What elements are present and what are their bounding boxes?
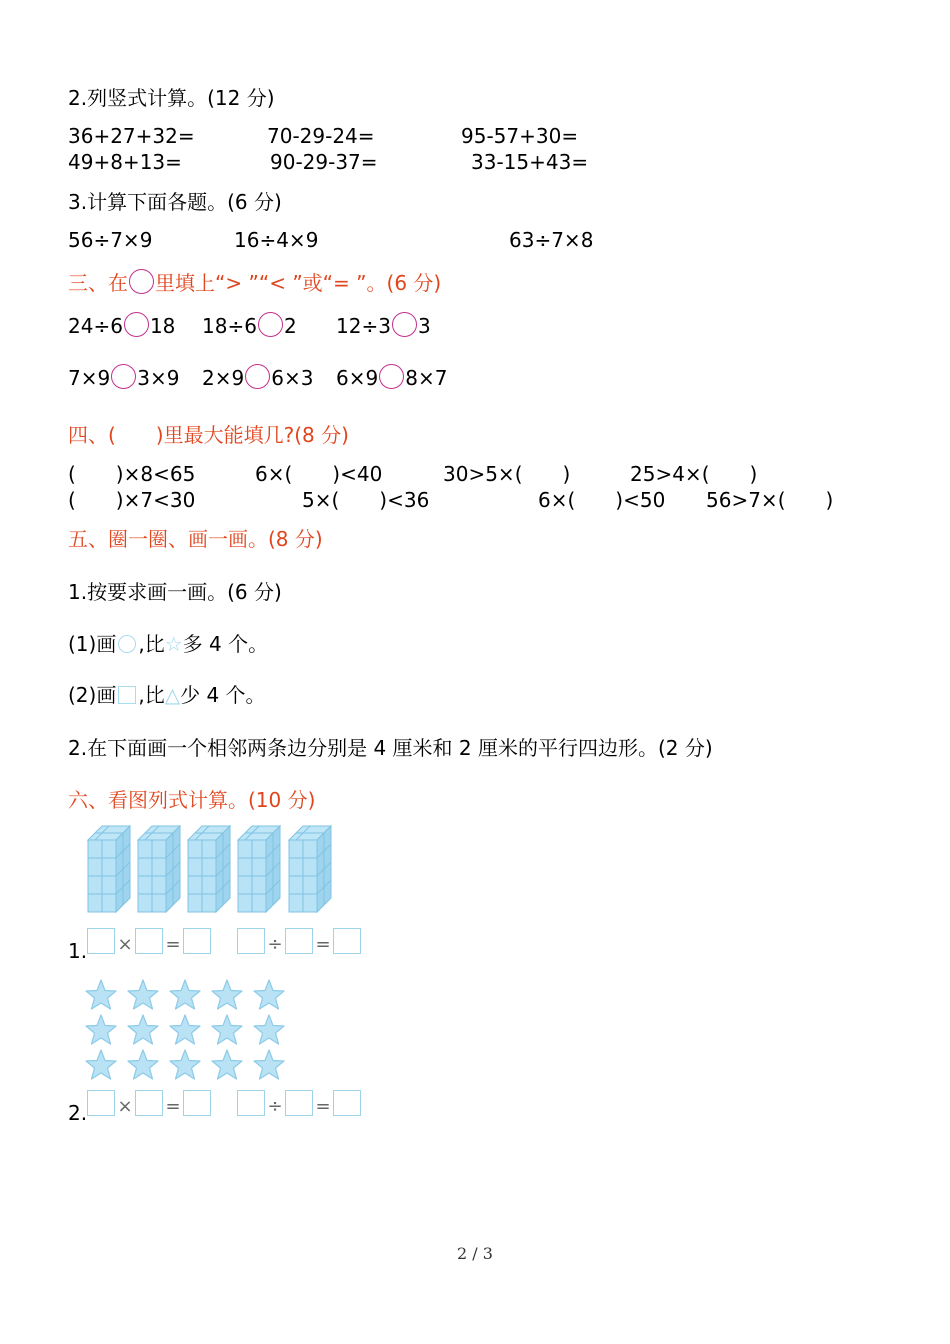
answer-box[interactable]: [87, 928, 115, 954]
answer-box[interactable]: [183, 1090, 211, 1116]
answer-box[interactable]: [135, 1090, 163, 1116]
section3-heading-pre: 三、在: [68, 271, 128, 295]
star-icon: [128, 980, 158, 1009]
q2-expr: 95-57+30=: [461, 124, 579, 148]
section3-heading-post: 里填上“> ”“< ”或“= ”。(6 分): [155, 271, 442, 295]
q2-expr: 33-15+43=: [471, 150, 589, 174]
q1b-post: 少 4 个。: [180, 683, 266, 707]
compare-left: 6×9: [336, 366, 379, 390]
answer-box[interactable]: [183, 928, 211, 954]
divide-sign: ÷: [267, 934, 283, 955]
compare-right: 6×3: [271, 366, 314, 390]
page-number: 2 / 3: [457, 1244, 493, 1263]
fill-item: ( )×7<30: [68, 488, 196, 512]
answer-box[interactable]: [333, 1090, 361, 1116]
equals-sign: =: [315, 934, 331, 955]
answer-box[interactable]: [135, 928, 163, 954]
section6-p2-equations: [68, 1090, 361, 1125]
star-icon: [170, 1050, 200, 1079]
star-icon: [128, 1050, 158, 1079]
triangle-icon: △: [164, 683, 181, 707]
star-icon: [254, 980, 284, 1009]
star-icon: [128, 1015, 158, 1044]
compare-left: 2×9: [202, 366, 245, 390]
stars-picture: [84, 978, 294, 1082]
times-sign: ×: [117, 1096, 133, 1117]
cube-block: [138, 826, 180, 912]
star-icon: [212, 1050, 242, 1079]
cube-blocks-picture: [84, 822, 344, 916]
q2-expr: 90-29-37=: [270, 150, 378, 174]
cube-block: [238, 826, 280, 912]
fill-item: 6×( )<50: [538, 488, 666, 512]
compare-item: [202, 364, 313, 390]
compare-left: 18÷6: [202, 314, 257, 338]
section3-heading: [68, 269, 441, 295]
compare-right: 3×9: [137, 366, 180, 390]
q2-expr: 49+8+13=: [68, 150, 182, 174]
cube-block: [88, 826, 130, 912]
fill-item: 30>5×( ): [443, 462, 571, 486]
q3-expr: 63÷7×8: [509, 228, 594, 252]
compare-left: 7×9: [68, 366, 111, 390]
compare-item: [336, 312, 431, 338]
answer-circle[interactable]: [258, 312, 283, 337]
circle-icon: [118, 635, 136, 653]
compare-item: [336, 364, 447, 390]
star-icon: [170, 980, 200, 1009]
star-icon: [212, 980, 242, 1009]
p1-label: 1.: [68, 939, 88, 963]
answer-box[interactable]: [333, 928, 361, 954]
compare-left: 12÷3: [336, 314, 391, 338]
square-icon: [118, 686, 136, 704]
answer-circle[interactable]: [124, 312, 149, 337]
star-icon: [170, 1015, 200, 1044]
answer-box[interactable]: [237, 1090, 265, 1116]
star-icon: [86, 1050, 116, 1079]
q3-heading: 3.计算下面各题。(6 分): [68, 190, 282, 214]
compare-right: 2: [283, 314, 297, 338]
compare-item: [68, 312, 175, 338]
compare-right: 3: [417, 314, 431, 338]
section6-heading: 六、看图列式计算。(10 分): [68, 788, 316, 812]
section5-q1a: [68, 632, 268, 656]
q1a-post: 多 4 个。: [182, 632, 269, 656]
answer-circle[interactable]: [392, 312, 417, 337]
circle-icon: [129, 269, 154, 294]
star-icon: [212, 1015, 242, 1044]
q1b-mid: ,比: [138, 683, 165, 707]
star-icon: [86, 1015, 116, 1044]
answer-box[interactable]: [285, 1090, 313, 1116]
equals-sign: =: [315, 1096, 331, 1117]
answer-circle[interactable]: [111, 364, 136, 389]
section6-p1-equations: [68, 928, 361, 963]
compare-right: 8×7: [405, 366, 448, 390]
fill-item: 25>4×( ): [630, 462, 758, 486]
q3-expr: 16÷4×9: [234, 228, 319, 252]
q1a-mid: ,比: [138, 632, 165, 656]
p2-label: 2.: [68, 1101, 88, 1125]
star-icon: [86, 980, 116, 1009]
q1a-pre: (1)画: [68, 632, 117, 656]
q2-expr: 70-29-24=: [267, 124, 375, 148]
section4-heading: 四、( )里最大能填几?(8 分): [68, 423, 349, 447]
divide-sign: ÷: [267, 1096, 283, 1117]
answer-box[interactable]: [237, 928, 265, 954]
times-sign: ×: [117, 934, 133, 955]
equals-sign: =: [165, 934, 181, 955]
star-icon: ☆: [164, 632, 183, 656]
section5-q2: 2.在下面画一个相邻两条边分别是 4 厘米和 2 厘米的平行四边形。(2 分): [68, 736, 713, 760]
compare-right: 18: [149, 314, 176, 338]
q3-expr: 56÷7×9: [68, 228, 153, 252]
q1b-pre: (2)画: [68, 683, 117, 707]
fill-item: ( )×8<65: [68, 462, 196, 486]
q2-heading: 2.列竖式计算。(12 分): [68, 86, 275, 110]
section5-q1b: [68, 683, 266, 707]
compare-item: [202, 312, 297, 338]
answer-circle[interactable]: [245, 364, 270, 389]
answer-circle[interactable]: [379, 364, 404, 389]
compare-item: [68, 364, 179, 390]
compare-left: 24÷6: [68, 314, 123, 338]
fill-item: 6×( )<40: [255, 462, 383, 486]
fill-item: 56>7×( ): [706, 488, 834, 512]
equals-sign: =: [165, 1096, 181, 1117]
star-icon: [254, 1015, 284, 1044]
q2-expr: 36+27+32=: [68, 124, 195, 148]
answer-box[interactable]: [285, 928, 313, 954]
section5-q1: 1.按要求画一画。(6 分): [68, 580, 282, 604]
answer-box[interactable]: [87, 1090, 115, 1116]
star-icon: [254, 1050, 284, 1079]
cube-block: [289, 826, 331, 912]
section5-heading: 五、圈一圈、画一画。(8 分): [68, 527, 323, 551]
cube-block: [188, 826, 230, 912]
fill-item: 5×( )<36: [302, 488, 430, 512]
